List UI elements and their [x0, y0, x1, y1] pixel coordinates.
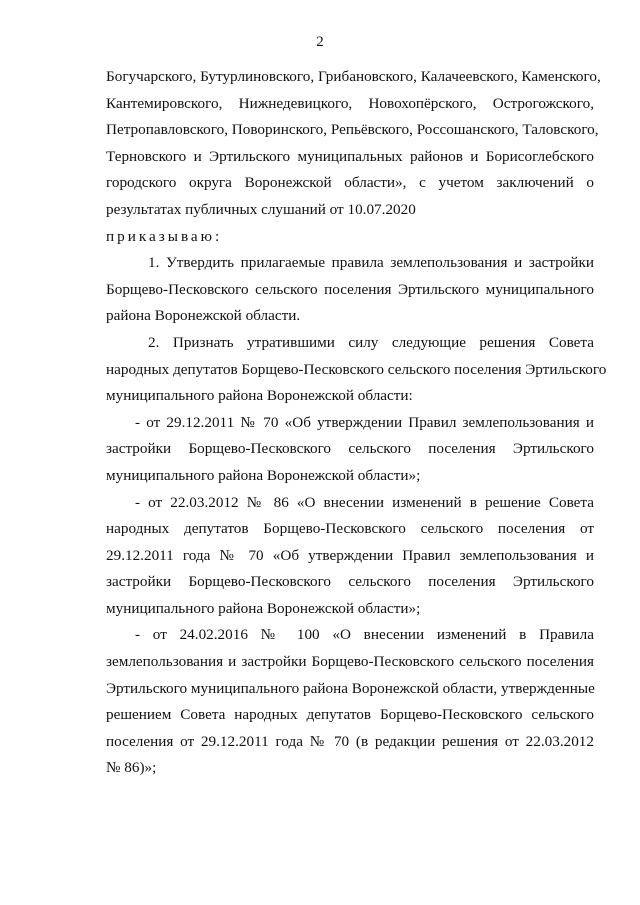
text-line: 29.12.2011 года № 70 «Об утверждении Правил землепользования и [106, 546, 594, 564]
text-line: Кантемировского, Нижнедевицкого, Новохопёрского, Острогожского, [106, 94, 594, 112]
text-line: землепользования и застройки Борщево-Песковского сельского поселения [106, 653, 594, 671]
text-line: народных депутатов Борщево-Песковского сельского поселения Эртильского [106, 360, 607, 378]
text-line: народных депутатов Борщево-Песковского сельского поселения от [106, 520, 594, 538]
text-line: муниципального района Воронежской области»; [106, 599, 421, 617]
text-line: № 86)»; [106, 759, 157, 777]
text-line: - от 22.03.2012 № 86 «О внесении изменений в решение Совета [135, 493, 594, 511]
text-line: 2. Признать утратившими силу следующие решения Совета [148, 333, 594, 351]
text-line: Борщево-Песковского сельского поселения Эртильского муниципального [106, 280, 594, 298]
document-body [106, 64, 607, 782]
text-line: приказываю: [106, 227, 223, 245]
page-number: 2 [316, 34, 324, 50]
text-line: результатах публичных слушаний от 10.07.2020 [106, 200, 416, 218]
text-line: - от 24.02.2016 № 100 «О внесении изменений в Правила [135, 626, 594, 644]
text-line: - от 29.12.2011 № 70 «Об утверждении Правил землепользования и [135, 413, 594, 431]
text-line: Петропавловского, Поворинского, Репьёвского, Россошанского, Таловского, [106, 121, 599, 139]
text-line: Эртильского муниципального района Воронежской области, утвержденные [106, 679, 595, 697]
text-line: муниципального района Воронежской области: [106, 387, 413, 405]
text-line: Терновского и Эртильского муниципальных районов и Борисоглебского [106, 147, 594, 165]
text-line: городского округа Воронежской области», с учетом заключений о [106, 174, 594, 192]
text-line: Богучарского, Бутурлиновского, Грибановского, Калачеевского, Каменского, [106, 68, 601, 85]
text-line: 1. Утвердить прилагаемые правила землепользования и застройки [148, 254, 594, 272]
text-line: поселения от 29.12.2011 года № 70 (в редакции решения от 22.03.2012 [106, 732, 594, 750]
text-line: решением Совета народных депутатов Борщево-Песковского сельского [106, 706, 594, 724]
text-line: района Воронежской области. [106, 307, 301, 325]
text-line: муниципального района Воронежской области»; [106, 466, 421, 484]
text-line: застройки Борщево-Песковского сельского поселения Эртильского [106, 440, 594, 458]
text-line: застройки Борщево-Песковского сельского поселения Эртильского [106, 573, 594, 591]
